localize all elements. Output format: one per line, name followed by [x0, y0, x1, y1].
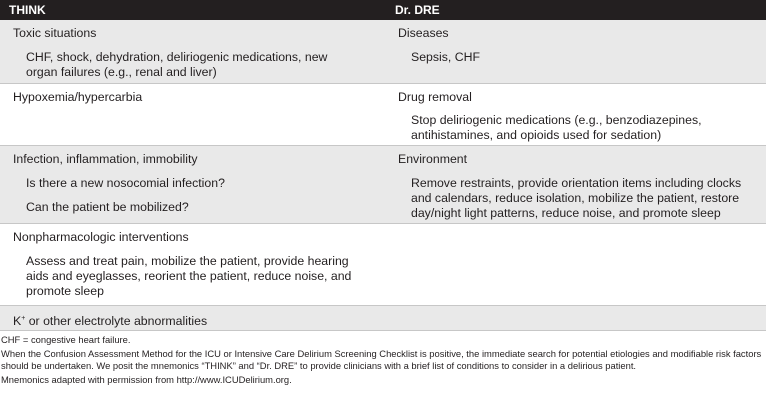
think-cell [0, 224, 385, 305]
row-item: Assess and treat pain, mobilize the patient, provide hearing aids and eyeglasses, reorient the patient, reduce noise, and promote sleep [26, 254, 352, 298]
table-row [0, 20, 766, 84]
row-item: Can the patient be mobilized? [26, 200, 189, 214]
row-item: Sepsis, CHF [411, 50, 481, 64]
table-row [0, 224, 766, 306]
dre-cell [385, 306, 766, 330]
row-title: Hypoxemia/hypercarbia [13, 90, 143, 104]
dre-cell [385, 224, 766, 305]
row-item: Stop deliriogenic medications (e.g., benzodiazepines, antihistamines, and opioids used for sedation) [411, 113, 702, 142]
row-item: Remove restraints, provide orientation items including clocks and calendars, reduce isolation, mobilize the patient, restore day/night light patterns, reduce noise, and promote sleep [411, 176, 742, 220]
header-dr-dre: Dr. DRE [395, 3, 440, 17]
table-row [0, 306, 766, 331]
think-cell [0, 146, 385, 223]
row-title: Environment [398, 152, 468, 166]
think-cell [0, 306, 385, 330]
footnote: Mnemonics adapted with permission from http://www.ICUDelirium.org. [1, 373, 292, 385]
footnote: CHF = congestive heart failure. [1, 334, 131, 345]
table-row [0, 84, 766, 146]
dre-cell [385, 84, 766, 145]
table-row [0, 146, 766, 224]
dre-cell [385, 20, 766, 83]
think-cell [0, 20, 385, 83]
row-item: Is there a new nosocomial infection? [26, 176, 225, 190]
row-title: K+ or other electrolyte abnormalities [13, 314, 208, 329]
footnote: When the Confusion Assessment Method for the ICU or Intensive Care Delirium Screening Checklist is positive, the immediate search for potential etiologies and modifiable risk factors should be undertaken. We posit the mnemonics “THINK” and “Dr. DRE” to provide clinicians with a brief list of conditions to consider in a delirious patient. [1, 348, 762, 371]
row-title: Diseases [398, 26, 449, 40]
row-title: Drug removal [398, 90, 472, 104]
think-cell [0, 84, 385, 145]
row-title: Nonpharmacologic interventions [13, 230, 189, 244]
header-think: THINK [9, 3, 46, 17]
table-footnotes [0, 331, 766, 385]
table-header [0, 0, 766, 20]
row-title: Toxic situations [13, 26, 97, 40]
row-item: CHF, shock, dehydration, deliriogenic medications, new organ failures (e.g., renal and liver) [26, 50, 328, 79]
row-title: Infection, inflammation, immobility [13, 152, 198, 166]
dre-cell [385, 146, 766, 223]
